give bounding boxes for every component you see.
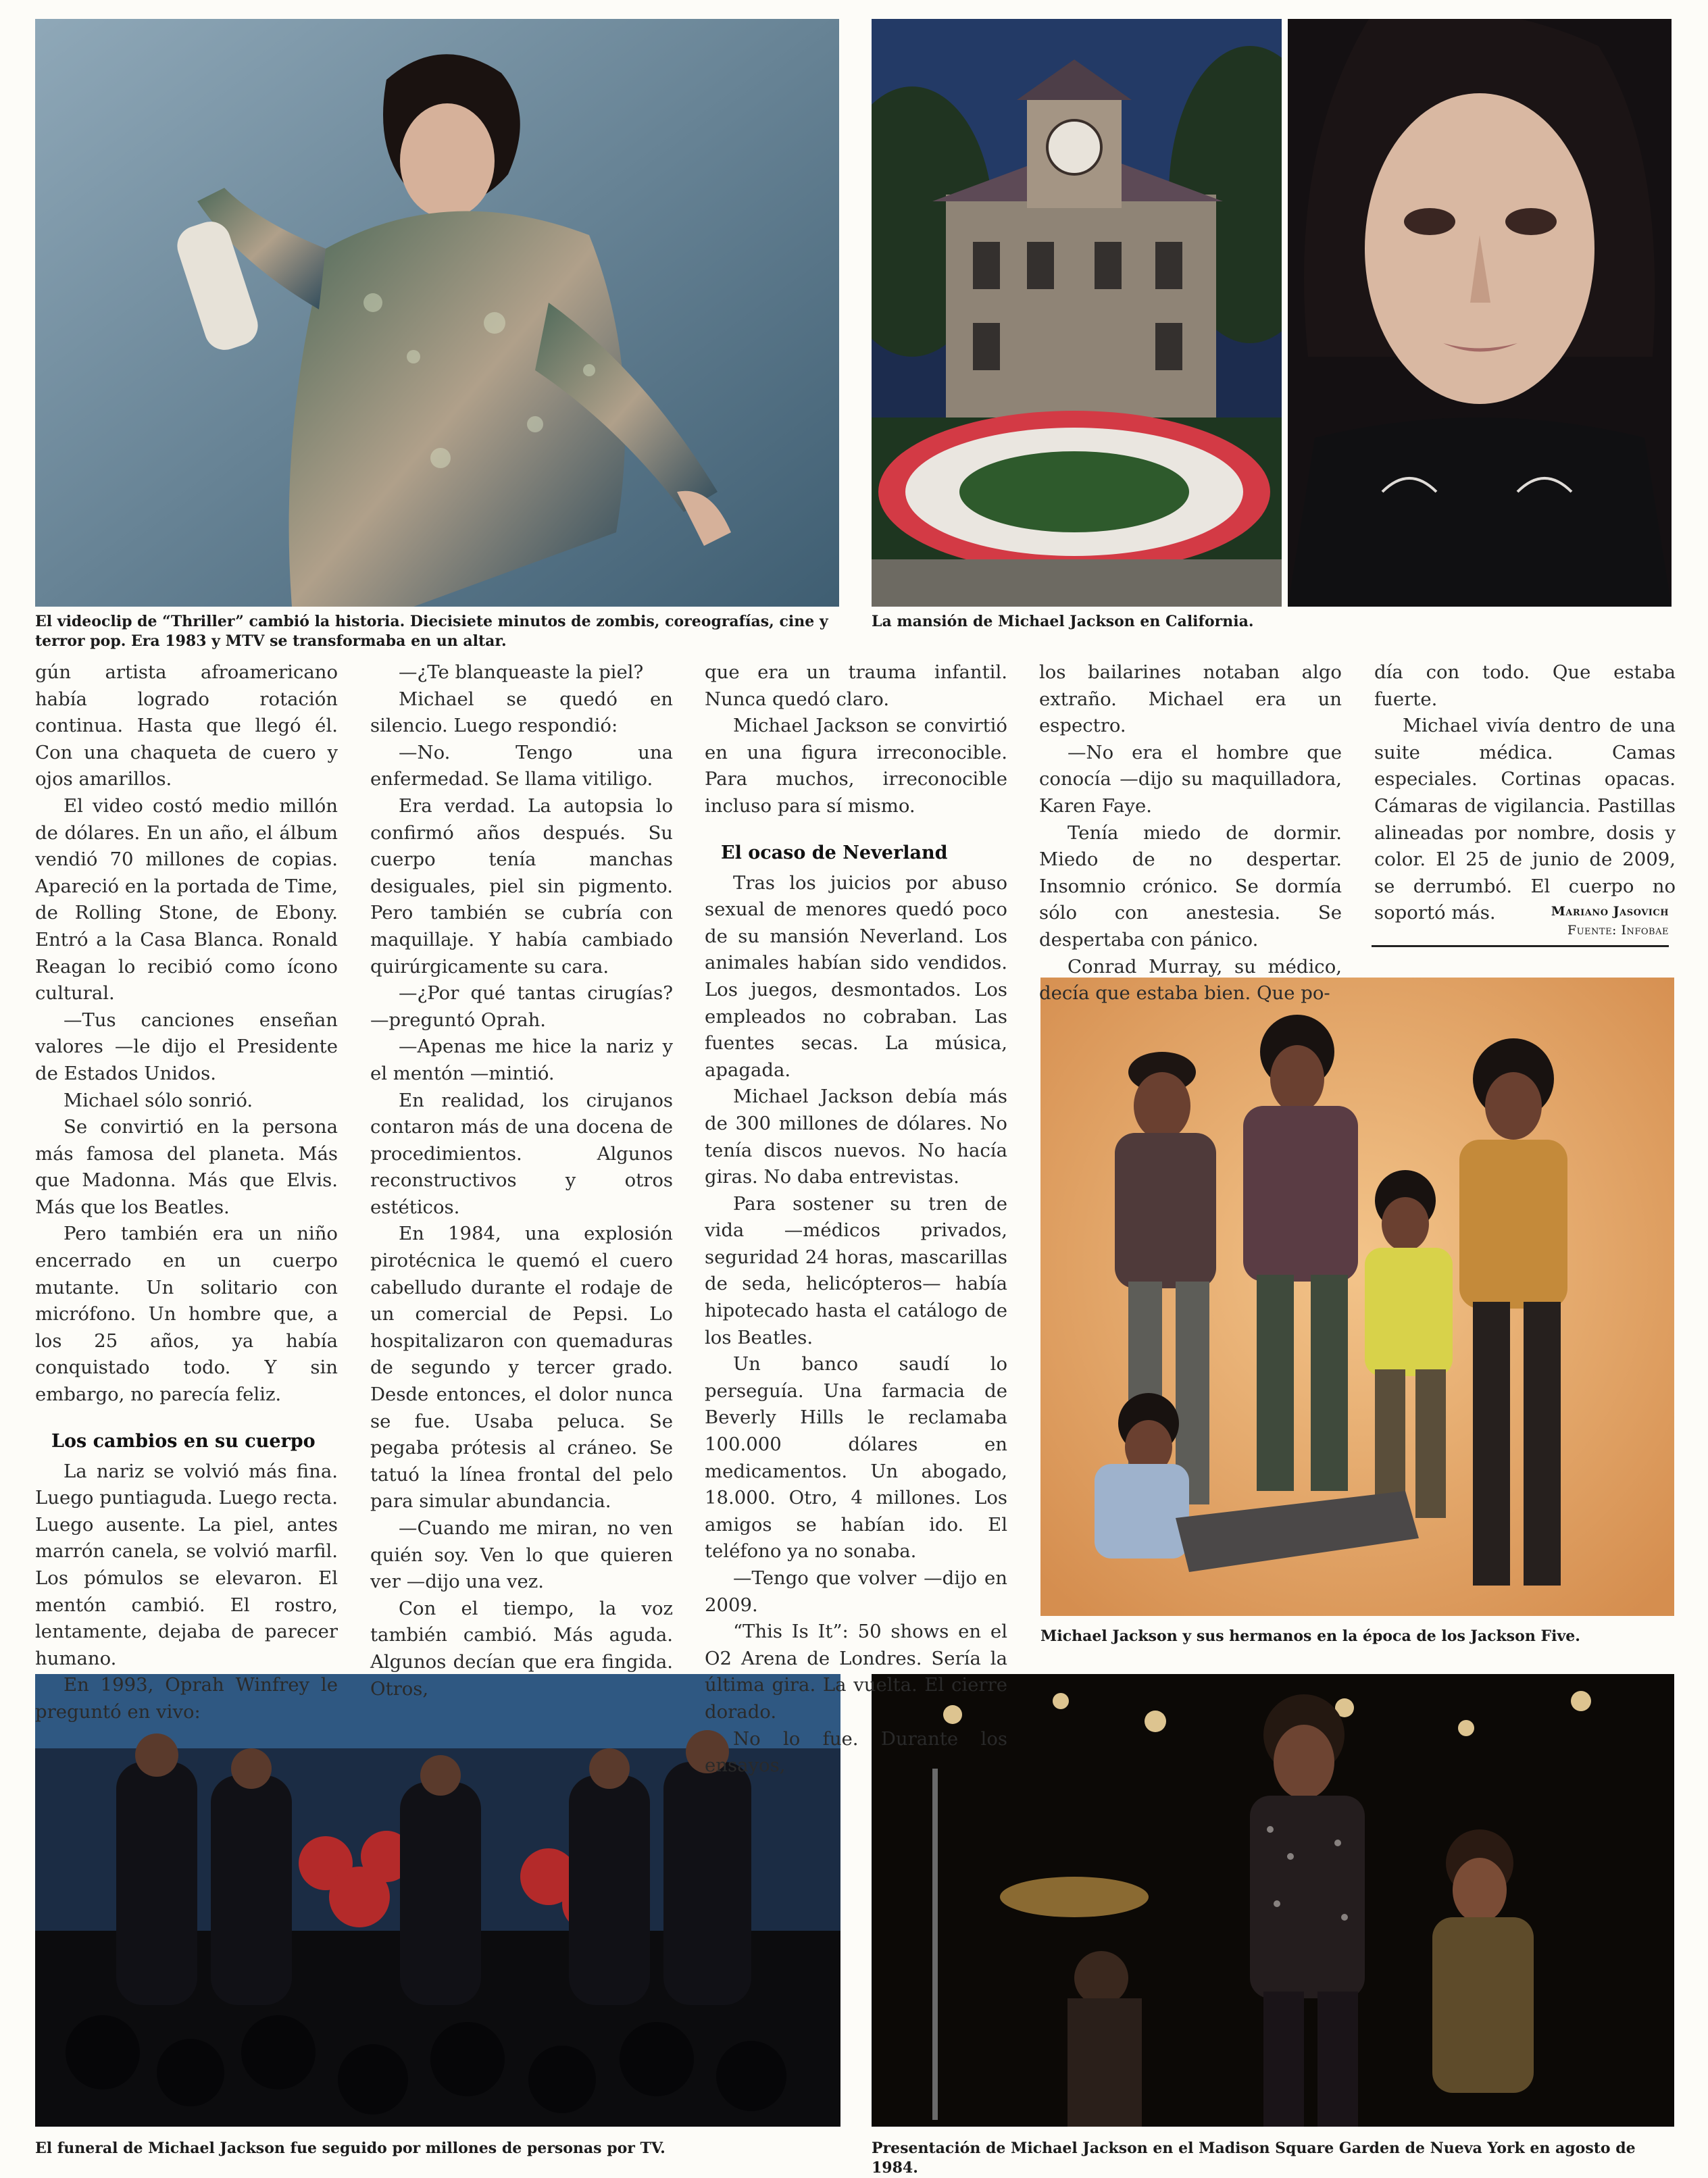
byline bbox=[1372, 902, 1669, 947]
article-paragraph: gún artista afroamericano había logrado rotación continua. Hasta que llegó él. Con una chaqueta de cuero y ojos amarillos. bbox=[35, 661, 338, 790]
article-paragraph: —¿Te blanqueaste la piel? bbox=[399, 661, 644, 683]
article-paragraph: No lo fue. Durante los ensayos, bbox=[705, 1727, 1007, 1777]
article-paragraph: Tenía miedo de dormir. Miedo de no despertar. Insomnio crónico. Se dormía sólo con anestesia. Se despertaba con pánico. bbox=[1039, 821, 1342, 951]
mansion-image bbox=[872, 19, 1282, 607]
article-column-5 bbox=[1374, 659, 1676, 927]
photo-portrait bbox=[1288, 19, 1672, 607]
article-paragraph: Con el tiempo, la voz también cambió. Más aguda. Algunos decían que era fingida. Otros, bbox=[370, 1597, 673, 1700]
article-paragraph: “This Is It”: 50 shows en el O2 Arena de Londres. Sería la última gira. La vuelta. El cierre dorado. bbox=[705, 1621, 1007, 1723]
article-paragraph: Era verdad. La autopsia lo confirmó años después. Su cuerpo tenía manchas desiguales, piel sin pigmento. Pero también se cubría con maquillaje. Y había cambiado quirúrgicamente su cara. bbox=[370, 794, 673, 978]
article-paragraph: día con todo. Que estaba fuerte. bbox=[1374, 661, 1676, 710]
article-column-2 bbox=[370, 659, 673, 1702]
article-paragraph: Para sostener su tren de vida —médicos privados, seguridad 24 horas, mascarillas de seda, helicópteros— había hipotecado hasta el catálogo de los Beatles. bbox=[705, 1192, 1007, 1348]
byline-author: Mariano Jasovich bbox=[1551, 904, 1669, 919]
article-paragraph: los bailarines notaban algo extraño. Michael era un espectro. bbox=[1039, 661, 1342, 737]
article-paragraph: En 1984, una explosión pirotécnica le quemó el cuero cabelludo durante el rodaje de un comercial de Pepsi. Lo hospitalizaron con quemaduras de segundo y tercer grado. Desde entonces, el dolor nunca se fue. Usaba peluca. Se pegaba prótesis al cráneo. Se tatuó la línea frontal del pelo para simular abundancia. bbox=[370, 1223, 673, 1513]
article-paragraph: Un banco saudí lo perseguía. Una farmacia de Beverly Hills le reclamaba 100.000 dólares en medicamentos. Un abogado, 18.000. Otro, 4 millones. Los amigos se habían ido. El teléfono ya no sonaba. bbox=[705, 1353, 1007, 1563]
byline-rule bbox=[1372, 945, 1669, 947]
article-paragraph: —No. Tengo una enfermedad. Se llama vitiligo. bbox=[370, 741, 673, 790]
section-heading: El ocaso de Neverland bbox=[721, 842, 948, 863]
article-paragraph: —No era el hombre que conocía —dijo su maquilladora, Karen Faye. bbox=[1039, 741, 1342, 817]
photo-mansion bbox=[872, 19, 1282, 607]
article-paragraph: Michael Jackson se convirtió en una figura irreconocible. Para muchos, irreconocible incluso para sí mismo. bbox=[705, 715, 1007, 817]
article-paragraph: Michael vivía dentro de una suite médica. Camas especiales. Cortinas opacas. Cámaras de vigilancia. Pastillas alineadas por nombre, dosis y color. El 25 de junio de 2009, se derrumbó. El cuerpo no soportó más. bbox=[1374, 715, 1676, 924]
caption-mansion: La mansión de Michael Jackson en California. bbox=[872, 613, 1254, 630]
article-paragraph: Conrad Murray, su médico, decía que estaba bien. Que po- bbox=[1039, 955, 1342, 1005]
article-paragraph: —¿Por qué tantas cirugías? —preguntó Oprah. bbox=[370, 982, 673, 1031]
photo-jackson-five bbox=[1040, 978, 1674, 1616]
caption-madison: Presentación de Michael Jackson en el Madison Square Garden de Nueva York en agosto de 1984. bbox=[872, 2139, 1636, 2177]
article-paragraph: Se convirtió en la persona más famosa del planeta. Más que Madonna. Más que Elvis. Más que los Beatles. bbox=[35, 1116, 338, 1218]
article-column-4 bbox=[1039, 659, 1342, 1007]
article-paragraph: —Cuando me miran, no ven quién soy. Ven lo que quieren ver —dijo una vez. bbox=[370, 1517, 673, 1593]
article-column-1 bbox=[35, 659, 338, 1726]
jackson-five-image bbox=[1040, 978, 1674, 1616]
caption-jackson-five: Michael Jackson y sus hermanos en la época de los Jackson Five. bbox=[1040, 1627, 1580, 1645]
article-paragraph: La nariz se volvió más fina. Luego puntiaguda. Luego recta. Luego ausente. La piel, antes marrón canela, se volvió marfil. Los pómulos se elevaron. El mentón cambió. El rostro, lentamente, dejaba de parecer humano. bbox=[35, 1460, 338, 1669]
article-paragraph: Michael se quedó en silencio. Luego respondió: bbox=[370, 688, 673, 737]
article-paragraph: que era un trauma infantil. Nunca quedó claro. bbox=[705, 661, 1007, 710]
photo-concert bbox=[35, 19, 839, 607]
article-paragraph: Pero también era un niño encerrado en un cuerpo mutante. Un solitario con micrófono. Un hombre que, a los 25 años, ya había conquistado todo. Y sin embargo, no parecía feliz. bbox=[35, 1223, 338, 1406]
section-heading: Los cambios en su cuerpo bbox=[51, 1430, 316, 1452]
article-paragraph: Michael sólo sonrió. bbox=[64, 1089, 253, 1111]
concert-image bbox=[35, 19, 839, 607]
article-paragraph: En 1993, Oprah Winfrey le preguntó en vivo: bbox=[35, 1674, 338, 1723]
byline-source: Fuente: Infobae bbox=[1567, 923, 1669, 938]
caption-funeral: El funeral de Michael Jackson fue seguido por millones de personas por TV. bbox=[35, 2139, 665, 2157]
portrait-image bbox=[1288, 19, 1672, 607]
article-paragraph: —Apenas me hice la nariz y el mentón —mintió. bbox=[370, 1036, 673, 1084]
article-column-3 bbox=[705, 659, 1007, 1779]
article-paragraph: Michael Jackson debía más de 300 millones de dólares. No tenía discos nuevos. No hacía giras. No daba entrevistas. bbox=[705, 1086, 1007, 1188]
article-paragraph: —Tengo que volver —dijo en 2009. bbox=[705, 1567, 1007, 1616]
caption-concert: El videoclip de “Thriller” cambió la historia. Diecisiete minutos de zombis, coreografías, cine y terror pop. Era 1983 y MTV se transformaba en un altar. bbox=[35, 613, 828, 650]
article-paragraph: En realidad, los cirujanos contaron más de una docena de procedimientos. Algunos reconstructivos y otros estéticos. bbox=[370, 1089, 673, 1218]
article-paragraph: El video costó medio millón de dólares. En un año, el álbum vendió 70 millones de copias. Apareció en la portada de Time, de Rolling Stone, de Ebony. Entró a la Casa Blanca. Ronald Reagan lo recibió como ícono cultural. bbox=[35, 794, 338, 1005]
article-paragraph: Tras los juicios por abuso sexual de menores quedó poco de su mansión Neverland. Los animales habían sido vendidos. Los juegos, desmontados. Los empleados no cobraban. Las fuentes secas. La música, apagada. bbox=[705, 871, 1007, 1081]
article-paragraph: —Tus canciones enseñan valores —le dijo el Presidente de Estados Unidos. bbox=[35, 1009, 338, 1084]
